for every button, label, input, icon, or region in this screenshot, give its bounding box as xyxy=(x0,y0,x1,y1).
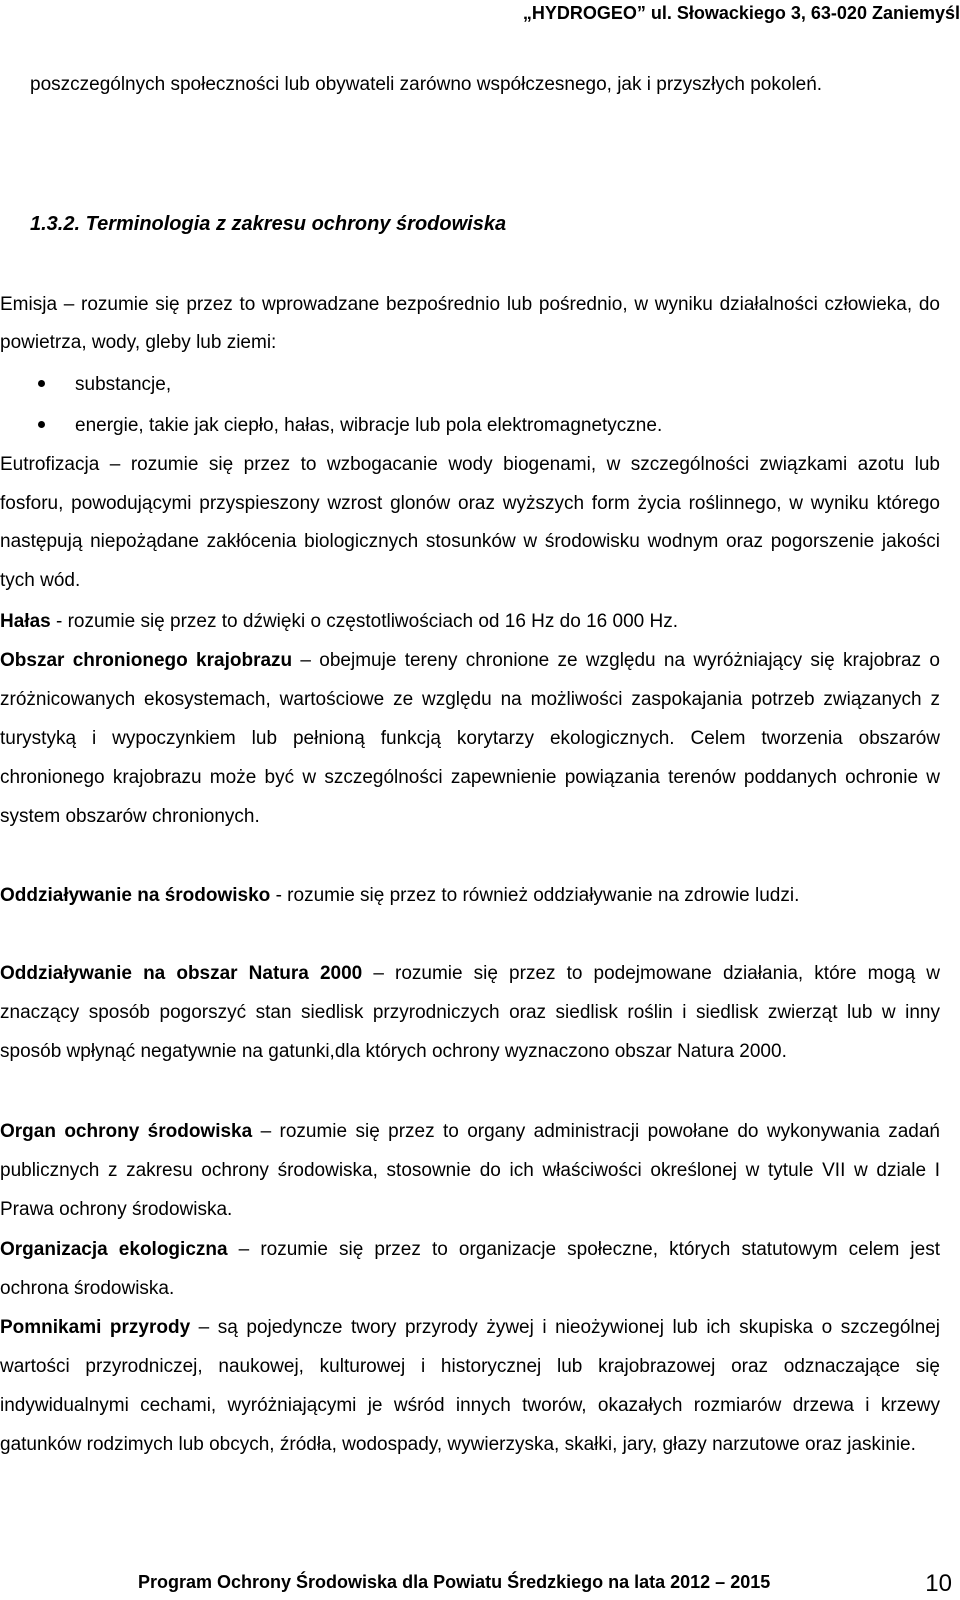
bullet-icon xyxy=(38,380,45,387)
definition-term: Obszar chronionego krajobrazu xyxy=(0,650,293,671)
definition-organizacja-ekologiczna xyxy=(0,1230,940,1308)
definition-term: Hałas xyxy=(0,611,51,632)
definition-text: – obejmuje tereny chronione ze względu na wyróżniający się krajobraz o zróżnicowanych ekosystemach, wartościowe ze względu na możliwości zaspokajania potrzeb związanych z turystyką i wypoczynkiem lub pełnioną funkcją korytarzy ekologicznych. Celem tworzenia obszarów chronionego krajobrazu może być w szczególności zapewnienie powiązania terenów poddanych ochronie w system obszarów chronionych. xyxy=(0,650,940,827)
definition-term: Organizacja ekologiczna xyxy=(0,1239,228,1260)
definition-text: – są pojedyncze twory przyrody żywej i nieożywionej lub ich skupiska o szczególnej wartości przyrodniczej, naukowej, kulturowej i historycznej lub krajobrazowej oraz odznaczające się indywidualnymi cechami, wyróżniającymi je wśród innych tworów, okazałych rozmiarów drzewa i krzewy gatunków rodzimych lub obcych, źródła, wodospady, wywierzyska, skałki, jary, głazy narzutowe oraz jaskinie. xyxy=(0,1317,940,1455)
document-header: „HYDROGEO” ul. Słowackiego 3, 63-020 Zaniemyśl xyxy=(522,3,960,23)
definition-oddzialywanie-natura-2000 xyxy=(0,954,940,1071)
definition-term: Emisja xyxy=(0,294,58,315)
section-heading: 1.3.2. Terminologia z zakresu ochrony środowiska xyxy=(30,213,507,235)
document-footer: Program Ochrony Środowiska dla Powiatu Średzkiego na lata 2012 – 2015 xyxy=(138,1572,771,1592)
definition-text: – rozumie się przez to organizacje społeczne, których statutowym celem jest ochrona środowiska. xyxy=(0,1239,940,1299)
definition-pomnikami-przyrody xyxy=(0,1308,940,1464)
bullet-icon xyxy=(38,421,45,428)
definition-text: – rozumie się przez to wzbogacanie wody biogenami, w szczególności związkami azotu lub fosforu, powodującymi przyspieszony wzrost glonów oraz wyższych form życia roślinnego, w wyniku którego następują niepożądane zakłócenia biologicznych stosunków w środowisku wodnym oraz pogorszenie jakości tych wód. xyxy=(0,454,940,591)
definition-term: Oddziaływanie na obszar Natura 2000 xyxy=(0,963,363,984)
definition-emisja xyxy=(0,286,940,362)
definition-text: – rozumie się przez to wprowadzane bezpośrednio lub pośrednio, w wyniku działalności człowieka, do powietrza, wody, gleby lub ziemi: xyxy=(0,294,940,353)
definition-term: Oddziaływanie na środowisko xyxy=(0,885,271,906)
list-item: substancje, xyxy=(0,364,940,405)
definition-term: Organ ochrony środowiska xyxy=(0,1121,253,1142)
definition-text: – rozumie się przez to podejmowane działania, które mogą w znaczący sposób pogorszyć stan siedlisk przyrodniczych oraz siedlisk roślin i siedlisk zwierząt lub w inny sposób wpłynąć negatywnie na gatunki,dla których ochrony wyznaczono obszar Natura 2000. xyxy=(0,963,940,1062)
definition-oddzialywanie-na-srodowisko xyxy=(0,876,940,915)
definition-text: - rozumie się przez to dźwięki o częstotliwościach od 16 Hz do 16 000 Hz. xyxy=(50,611,678,632)
emisja-bullet-list xyxy=(0,364,940,446)
page-number: 10 xyxy=(925,1570,952,1597)
definition-obszar-chronionego-krajobrazu xyxy=(0,641,940,836)
definition-term: Pomnikami przyrody xyxy=(0,1317,191,1338)
definition-halas xyxy=(0,603,940,641)
definition-text: - rozumie się przez to również oddziaływanie na zdrowie ludzi. xyxy=(270,885,800,906)
intro-paragraph: poszczególnych społeczności lub obywateli zarówno współczesnego, jak i przyszłych pokoleń. xyxy=(30,74,823,95)
definition-text: – rozumie się przez to organy administracji powołane do wykonywania zadań publicznych z zakresu ochrony środowiska, stosownie do ich właściwości określonej w tytule VII w dziale I Prawa ochrony środowiska. xyxy=(0,1121,941,1220)
definition-eutrofizacja xyxy=(0,446,940,600)
list-item: energie, takie jak ciepło, hałas, wibracje lub pola elektromagnetyczne. xyxy=(0,405,940,446)
definition-organ-ochrony-srodowiska xyxy=(0,1112,940,1229)
definition-term: Eutrofizacja xyxy=(0,454,100,475)
